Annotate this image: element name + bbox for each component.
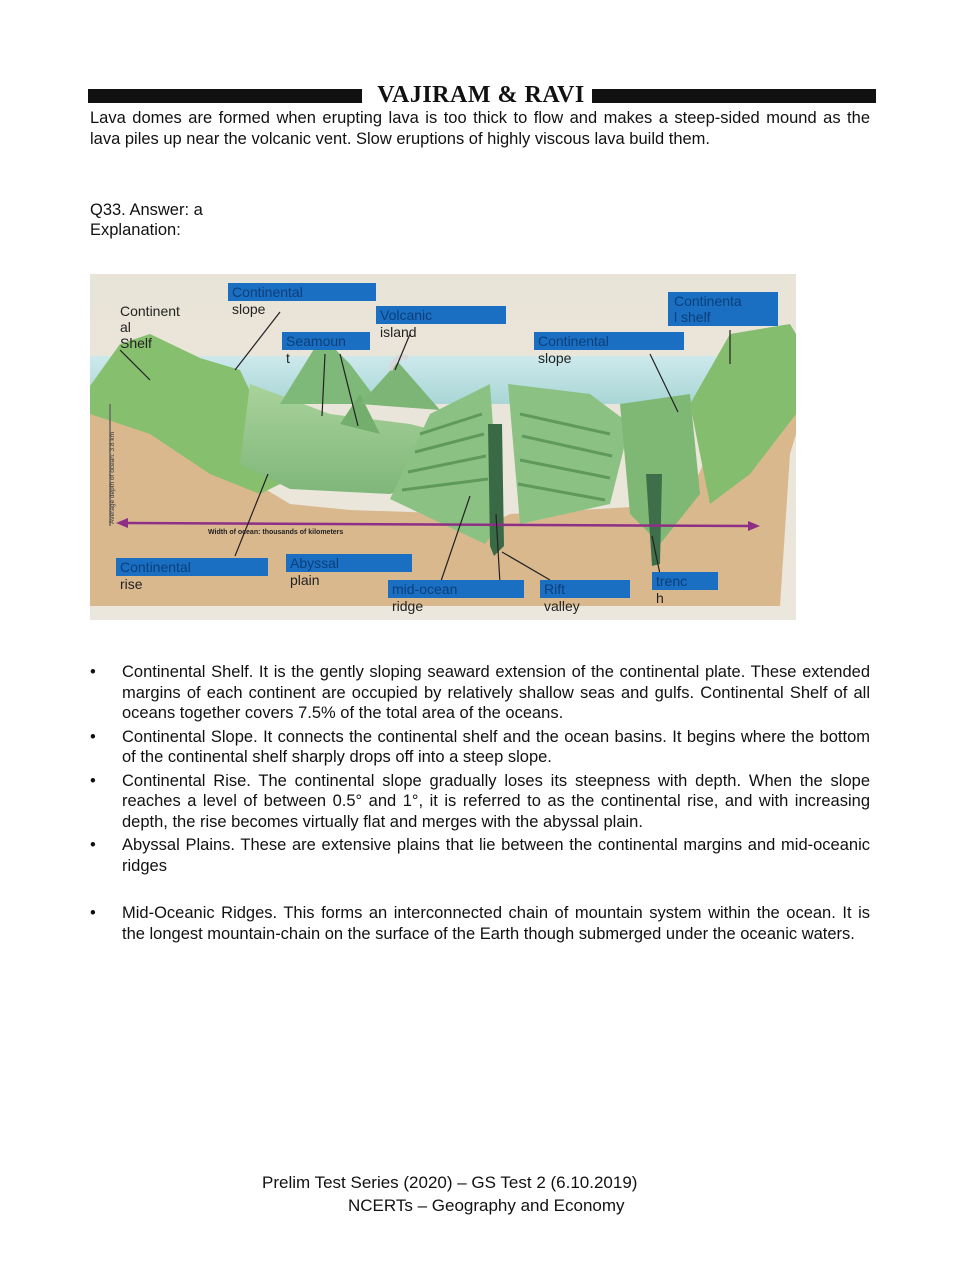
svg-text:slope: slope [232,301,266,317]
bullet-marker: • [90,727,96,746]
bullet-marker: • [90,836,96,854]
header-rule-left [88,89,362,103]
brand-name: VAJIRAM & RAVI [377,82,585,108]
rift-valley-shape [488,424,504,556]
label-continental-shelf-left: Continent al Shelf [120,303,180,351]
svg-text:Volcanic: Volcanic [380,307,433,323]
footer-subject-line: NCERTs – Geography and Economy [348,1196,625,1215]
svg-text:rise: rise [120,576,143,592]
svg-text:Continental: Continental [120,559,191,575]
bullet-continental-slope [90,727,870,768]
answer-line: Q33. Answer: a [90,201,203,219]
explanation-label: Explanation: [90,221,181,239]
svg-text:Continental: Continental [538,333,609,349]
ocean-floor-diagram [90,274,796,620]
ocean-floor-svg [90,274,796,620]
page-header [88,82,876,108]
svg-text:Continenta: Continenta [674,293,742,309]
intro-paragraph: Lava domes are formed when erupting lava is too thick to flow and makes a steep-sided mound as the lava piles up near the volcanic vent. Slow eruptions of highly viscous lava build them. [90,109,870,148]
svg-text:ridge: ridge [392,598,424,614]
svg-text:slope: slope [538,350,572,366]
bullet-list [90,662,870,947]
svg-text:t: t [286,350,290,366]
svg-text:Continental: Continental [232,284,303,300]
svg-text:l shelf: l shelf [674,309,711,325]
svg-text:Abyssal: Abyssal [290,555,340,571]
bullet-mid-oceanic-ridges [90,903,870,944]
bullet-abyssal-plains [90,835,870,876]
bullet-text: Continental Slope. It connects the continental shelf and the ocean basins. It begins where the bottom of the continental shelf sharply drops off into a steep slope. [122,727,870,766]
svg-text:mid-ocean: mid-ocean [392,581,458,597]
svg-text:h: h [656,590,664,606]
header-rule-right [592,89,876,103]
svg-text:plain: plain [290,572,320,588]
bullet-text: Abyssal Plains. These are extensive plains that lie between the continental margins and mid-oceanic ridges [122,836,870,875]
footer-series-line: Prelim Test Series (2020) – GS Test 2 (6.10.2019) [262,1173,638,1192]
bullet-text: Continental Rise. The continental slope gradually loses its steepness with depth. When the slope reaches a level of between 0.5° and 1°, it is referred to as the continental rise, and with increasing depth, the rise becomes virtually flat and merges with the abyssal plain. [122,771,870,831]
bullet-continental-shelf [90,662,870,724]
depth-axis-label: Average depth of ocean: 3.8 km [109,431,116,524]
svg-text:island: island [380,324,417,340]
svg-text:Seamoun: Seamoun [286,333,346,349]
bullet-continental-rise [90,771,870,833]
bullet-text: Mid-Oceanic Ridges. This forms an interconnected chain of mountain system within the ocean. It is the longest mountain-chain on the surface of the Earth though submerged under the oceanic waters. [122,904,870,943]
svg-text:valley: valley [544,598,580,614]
svg-text:trenc: trenc [656,573,688,589]
bullet-marker: • [90,904,96,922]
bullet-text: Continental Shelf. It is the gently sloping seaward extension of the continental plate. These extended margins of each continent are occupied by relatively shallow seas and gulfs. Continental Shelf of all oceans together covers 7.5% of the total area of the oceans. [122,663,870,722]
label-continental-shelf-right [668,292,778,326]
svg-text:Rift: Rift [544,581,565,597]
bullet-marker: • [90,663,96,681]
width-axis-label: Width of ocean: thousands of kilometers [208,529,344,536]
bullet-marker: • [90,771,96,790]
